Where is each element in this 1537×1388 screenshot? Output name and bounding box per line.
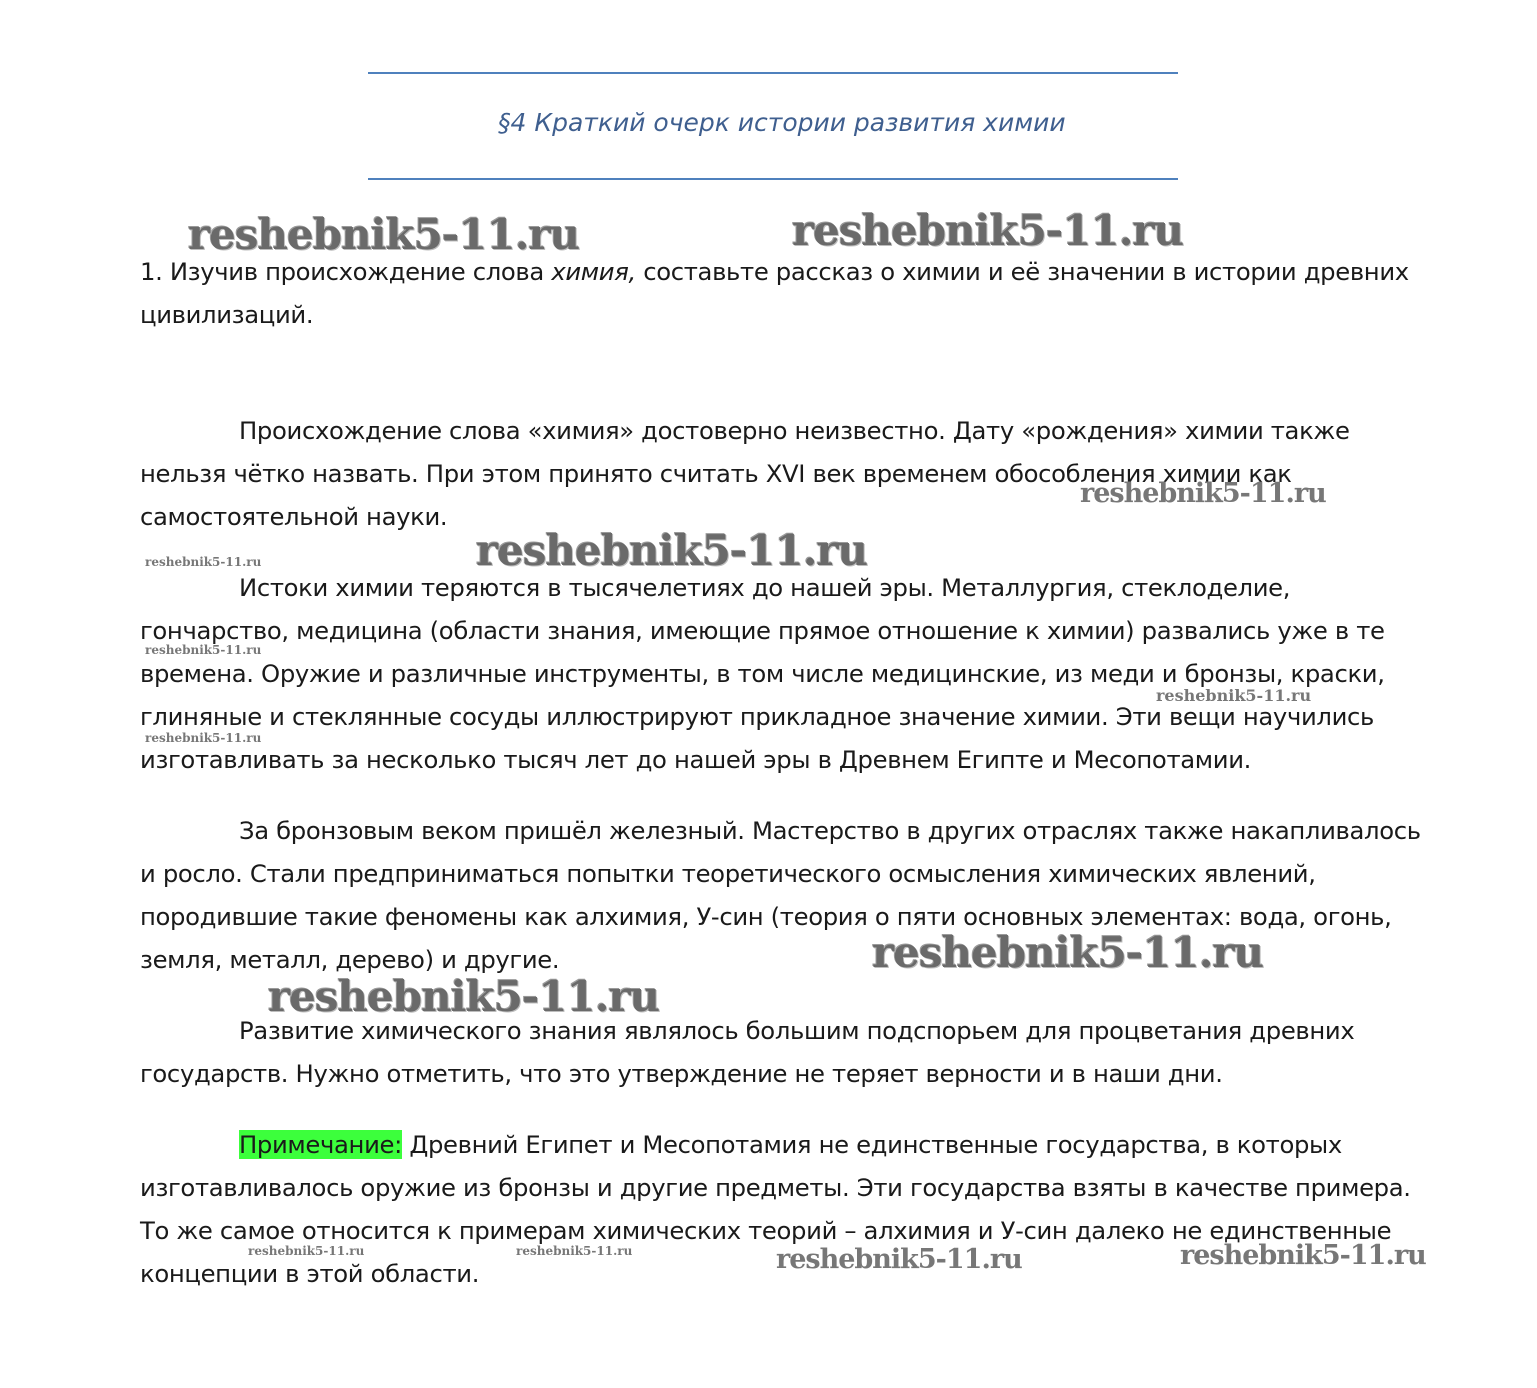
header-rule-bottom [368, 178, 1178, 180]
question-italic-word: химия, [551, 257, 636, 286]
section-title: §4 Краткий очерк истории развития химии [498, 108, 1066, 137]
watermark: reshebnik5-11.ru [872, 928, 1264, 977]
watermark: reshebnik5-11.ru [248, 1244, 365, 1258]
answer-paragraph-3: За бронзовым веком пришёл железный. Мастерство в других отраслях также накапливалось и росло. Стали предприниматься попытки теоретического осмысления химических явлений, породившие такие феномены как алхимия, У-син (теория о пяти основных элементах: вода, огонь, земля, металл, дерево) и другие. [140, 816, 1421, 974]
note-text: Древний Египет и Месопотамия не единственные государства, в которых изготавливалось оружие из бронзы и другие предметы. Эти государства взяты в качестве примера. То же самое относится к примерам химических теорий – алхимия и У-син далеко не единственные концепции в этой области. [140, 1130, 1411, 1288]
watermark: reshebnik5-11.ru [476, 526, 868, 575]
watermark: reshebnik5-11.ru [1156, 686, 1312, 705]
watermark: reshebnik5-11.ru [516, 1244, 633, 1258]
watermark: reshebnik5-11.ru [145, 643, 262, 657]
watermark: reshebnik5-11.ru [1080, 478, 1326, 509]
watermark: reshebnik5-11.ru [1180, 1240, 1426, 1271]
question-text-start: 1. Изучив происхождение слова [140, 257, 552, 286]
watermark: reshebnik5-11.ru [145, 731, 262, 745]
note-label: Примечание: [239, 1130, 402, 1159]
watermark: reshebnik5-11.ru [776, 1244, 1022, 1275]
watermark: reshebnik5-11.ru [188, 210, 580, 259]
answer-paragraph-1: Происхождение слова «химия» достоверно неизвестно. Дату «рождения» химии также нельзя чётко назвать. При этом принято считать XVI век временем обособления химии как самостоятельной науки. [140, 416, 1350, 531]
watermark: reshebnik5-11.ru [792, 206, 1184, 255]
question-text-end: составьте рассказ о химии и её значении в истории древних цивилизаций. [140, 257, 1409, 329]
watermark: reshebnik5-11.ru [145, 555, 262, 569]
answer-paragraph-2: Истоки химии теряются в тысячелетиях до нашей эры. Металлургия, стеклоделие, гончарство, медицина (области знания, имеющие прямое отношение к химии) развались уже в те времена. Оружие и различные инструменты, в том числе медицинские, из меди и бронзы, краски, глиняные и стеклянные сосуды иллюстрируют прикладное значение химии. Эти вещи научились изготавливать за несколько тысяч лет до нашей эры в Древнем Египте и Месопотамии. [140, 573, 1385, 774]
watermark: reshebnik5-11.ru [268, 972, 660, 1021]
answer-paragraph-4: Развитие химического знания являлось большим подспорьем для процветания древних государств. Нужно отметить, что это утверждение не теряет верности и в наши дни. [140, 1016, 1355, 1088]
header-rule-top [368, 72, 1178, 74]
document-body [140, 250, 1440, 1295]
question-text [140, 250, 1440, 336]
